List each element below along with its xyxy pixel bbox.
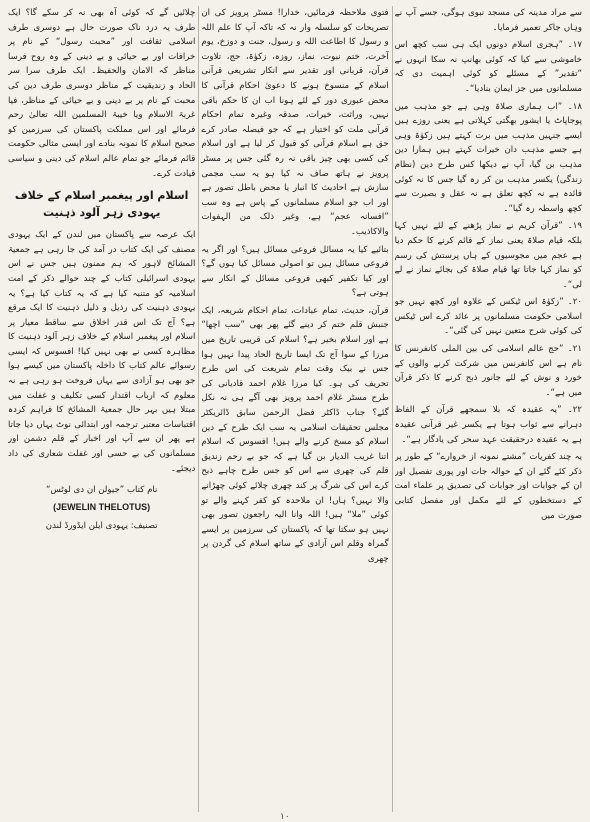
section-heading: اسلام اور پیغمبر اسلام کے خلاف یہودی زہر آلود ذہنیت bbox=[14, 189, 189, 220]
column-left bbox=[8, 6, 195, 812]
paragraph: قرآن، حدیث، تمام عبادات، تمام احکام شریعہ، ایک جنبش قلم ختم کر دینے گئے پھر بھی ”سب اچھا“ ہے اور اسلام بخیر ہے؟ اسلام کی قریبی تاریخ میں مرزا کے سوا آج تک ایسا تاریخ الحاد پیدا نہیں ہوا جس نے بیک وقت تمام شریعت کی اس طرح تحریف کی ہو۔ کیا مرزا غلام احمد قادیانی کی طرح مسٹر غلام احمد پرویز بھی آگے ہی نہ نکل گئے؟ جناب ڈاکٹر فضل الرحمن سابق ڈائریکٹر مجلس تحقیقات اسلامی یہ سب ایک طرح کے دین اسلام کو مسخ کرنے والے ہیں! افسوس کہ اسلام اتنا غریب الدیار بن گیا ہے کہ جو بے رحم زندیق قلم کی چھری سے اس کو جس طرح چاہے ذبح کرے اس کی شرگ پر کند چھری چلائے کوئی چھڑانے والا نہیں؟ ہاں! ان ملاحدہ کو کفر کہنے والے تو کوئی ”ملا“ ہیں! اللہ وانا الیہ راجعون تصور بھی نہیں ہو سکتا تھا کہ پاکستان کی سرزمین پر ایسے گمراہ وقلم اس آزادی کے ساتھ اسلام کی گردن پر چھری bbox=[201, 305, 389, 564]
column-divider bbox=[392, 6, 393, 812]
book-title-latin: (JEWELIN THELOTUS) bbox=[53, 502, 151, 513]
paragraph: ۲۰۔ ”زکوٰۃ اس ٹیکس کے علاوہ اور کچھ نہیں جو اسلامی حکومت مسلمانوں پر عائد کرے اس ٹیکس کی کوئی شرح متعین نہیں کی گئی“۔ bbox=[394, 297, 582, 337]
column-right bbox=[395, 6, 582, 812]
paragraph: سے مراد مدینہ کی مسجد نبوی ہوگی، جسے آپ نے وہاں جاکر تعمیر فرمایا۔ bbox=[394, 8, 582, 33]
paragraph: چلائیں گے کہ کوئی آہ بھی نہ کر سکے گا؟ ایک طرف یہ درد ناک صورت حال ہے دوسری طرف اسلامی ثقافت اور ”محبت رسول“ کے نام پر خرافات اور بے حیائی و بے دینی کے وہ روح فرسا مناظر کہ الامان والحفیظ۔ ایک طرف سرا سر الحاد و زندیقیت کے مناظر دوسری طرف دین کی محبت کے نام پر بے دینی و بے حیائی کے مناظر، فیا غربۃ الاسلام ویا خیبۃ المسلمین اللہ تعالیٰ رحم فرمائے اور اس مملکت پاکستان کی سرزمین کو صحیح اسلام کا نمونہ بنادے اور ایسی مثالی حکومت قائم فرمائے جو تمام عالم اسلام کی دینی و سیاسی قیادت کرے۔ bbox=[8, 8, 196, 179]
book-author: تصنیف: یہودی ایلن ایڈورڈ لندن bbox=[45, 521, 158, 532]
paragraph: یہ چند کفریات ”مشتے نمونہ از خروارے“ کے طور پر ذکر کئے گئے ان کے حوالہ جات اور پوری تفصیل اور ان کے جوابات اور جوابات کی تصدیق پر علماء امت کے دستخطوں کے لئے مکمل اور مفصل کتابی صورت میں bbox=[394, 452, 582, 521]
column-divider bbox=[198, 6, 199, 812]
paragraph: فتوی ملاحظہ فرمائیں، خدارا! مسٹر پرویز کی ان تصریحات کو سلسلہ وار نہ کہ تاکہ آپ کا علم اللہ و رسول کا اطاعت اللہ و رسول، جنت و دوزخ، یوم آخرت، ختم نبوت، نماز، روزہ، زکوٰۃ، حج، تلاوت قرآن، قربانی اور تقدیر سے انکار تشریعی قرآنی اسلام کے منسوخ ہونے کا دعویٰ احکام قرآنی کا محض عبوری دور کے لئے ہونا اب ان کا حکم باقی نہیں، وراثت، خیرات، صدقہ وغیرہ تمام احکام قرآنی ملت کو اختیار ہے کہ جو فیصلہ صادر کرے حق ہے اسلام قرآنی کو قبول کر لیا ہے اور اسلام کی کسی بھی چیز باقی نہ رہ گئی جس پر مسٹر پرویز نے ہاتھ صاف نہ کیا ہو یہ سب مجمی سازش ہے احادیث کا انبار یا محض باطل تصور ہے اور اب جو اسلام مسلمانوں کے پاس ہے وہ سب ”افسانہ عجم“ ہے، وغیر ذلک من الہفوات والاکاذیب۔ bbox=[201, 8, 389, 237]
column-middle bbox=[201, 6, 388, 812]
paragraph: ۱۸۔ ”اب ہماری صلاۃ وہی ہے جو مذہب میں پوجاپاٹ یا ایشور بھگتی کہلاتی ہے یعنی روزے ہیں ایسے جنہیں مذہب میں برت کہتے ہیں زکوٰۃ وہی ہے جسے مذہب دان خیرات کہتے ہیں ہمارا دین مذہب بن گیا، آپ نے دیکھا کس طرح دین (نظام زندگی) یکسر مذہب بن کر رہ گیا جس کا نہ کوئی فائدہ ہے نہ کچھ تعلق ہے نہ عقل و بصیرت سے کچھ واسطہ رہ گیا“۔ bbox=[394, 101, 582, 214]
paragraph: ایک عرصہ سے پاکستان میں لندن کے ایک یہودی مصنف کی ایک کتاب در آمد کی جا رہی ہے جمعیۃ المشائخ لاہور کہ ہم ممنون ہیں جس نے اس یہودی اسرائیلی کتاب کے چند حوالے ذکر کے امت اسلامیہ کو متنبہ کیا ہے کہ یہ کتاب کیا ہے؟ یہ یہودی ذہنیت کی رذیل و ذلیل ذہنیت کا ایک مرقع ہے؟ آج تک اس قدر اخلاق سے ساقط معیار پر اسلام اور پیغمبر اسلام کے خلاف زہر آلود ذہنیت کا مظاہرہ کسی نے بھی نہیں کیا! افسوس کہ ایسی رسوائے عالم کتاب کا داخلہ پاکستان میں کیسے ہوا جو بھی ہو آزادی سے یہاں فروخت ہو رہی ہے نہ معلوم کہ ارباب اقتدار کسی تکلیف و غفلت میں مبتلا ہیں بہر حال جمعیۃ المشائخ کا فراہم کردہ اقتباسات معتبر ترجمہ اور ابتدائی نوٹ یہاں دیا جاتا ہے پھر ان سے آپ اور اخبار کے قلم دشمن اور مسلمانوں کی بے حسی اور غفلت شعاری کی داد دیجئے۔ bbox=[8, 230, 196, 474]
page-number: ۱۰ bbox=[280, 811, 290, 821]
paragraph: ۱۹۔ ”قرآن کریم نے نماز پڑھنے کے لئے نہیں کہا بلکہ قیام صلاۃ یعنی نماز کے قائم کرنے کا حکم دیا ہے عجم میں مجوسیوں کے ہاں پرستش کی رسم کو نماز کہا جاتا تھا قیام صلاۃ کی بجائے نماز نے لے لی“۔ bbox=[394, 221, 582, 290]
paragraph: ۱۷۔ ”ہجری اسلام دونوں ایک ہی سب کچھ اس خاموشی سے کیا کہ کوئی بھانپ نہ سکا انہوں نے “تقدیر” کے مسئلے کو کوئی اہمیت دی کہ مسلمانوں میں جز ایمان بنادیا“۔ bbox=[394, 40, 582, 94]
paragraph: بتائیے کیا یہ مسائل فروعی مسائل ہیں؟ اور اگر یہ فروعی مسائل ہیں تو اصولی مسائل کیا ہوں گے؟ اور کیا تکفیر کبھی فروعی مسائل کے انکار سے ہوتی ہے؟ bbox=[201, 244, 389, 299]
paragraph: ۲۲۔ ”یہ عقیدہ کہ بلا سمجھے قرآن کے الفاظ دہرانے سے ثواب ہوتا ہے یکسر غیر قرآنی عقیدہ ہے یہ عقیدہ درحقیقت عہد سحر کی یادگار ہے“۔ bbox=[394, 405, 582, 445]
book-title: نام کتاب ”جیولن ان دی لوٹس“ bbox=[45, 485, 158, 496]
paragraph: ۲۱۔ ”حج عالم اسلامی کی بین الملی کانفرنس کا نام ہے اس کانفرنس میں شرکت کرنے والوں کے خورد و نوش کے لئے جانور ذبح کرنے کا ذکر قرآن میں ہے“۔ bbox=[394, 344, 582, 398]
